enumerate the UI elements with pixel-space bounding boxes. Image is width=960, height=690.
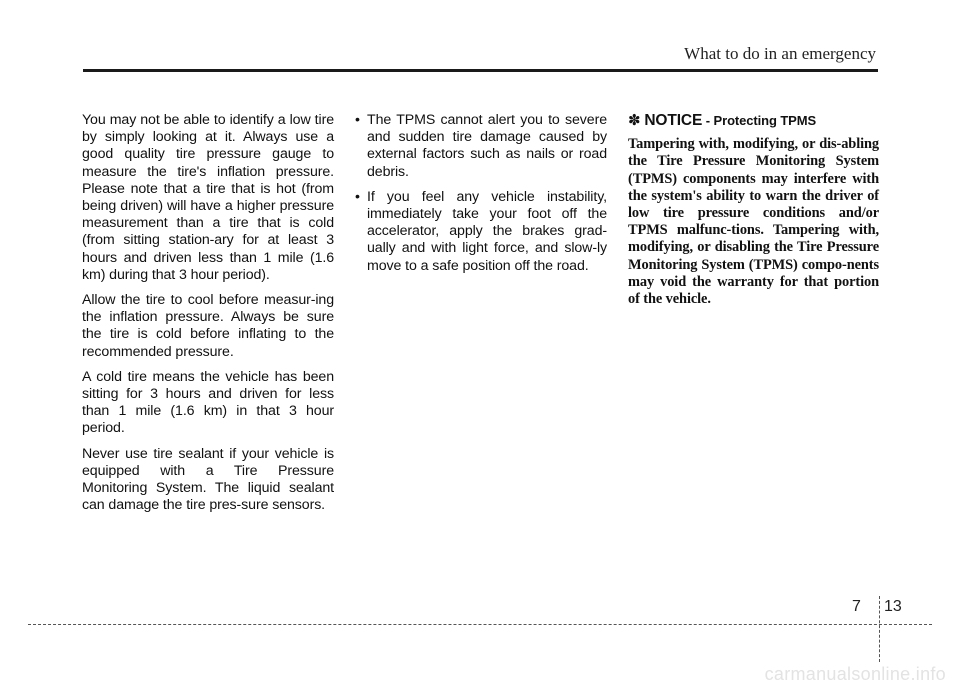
header-rule [83, 69, 878, 72]
notice-heading [628, 112, 879, 130]
body-paragraph: Never use tire sealant if your vehicle is equipped with a Tire Pressure Monitoring System. The liquid sealant can damage the tire pres-sure sensors. [82, 445, 334, 514]
middle-column [355, 112, 607, 283]
bullet-item [355, 112, 607, 181]
page-chapter-number: 7 [852, 598, 861, 615]
bullet-item [355, 189, 607, 275]
body-paragraph: Allow the tire to cool before measur-ing the inflation pressure. Always be sure the tire is cold before inflating to the recommended pressure. [82, 292, 334, 360]
bullet-text: The TPMS cannot alert you to severe and sudden tire damage caused by external factors such as nails or road debris. [367, 112, 607, 180]
notice-body: Tampering with, modifying, or dis-abling the Tire Pressure Monitoring System (TPMS) components may interfere with the system's ability to warn the driver of low tire pressure conditions and/or TPMS malfunc-tions. Tampering with, modifying, or disabling the Tire Pressure Monitoring System (TPMS) compo-nents may void the warranty for that portion of the vehicle. [628, 136, 879, 308]
body-paragraph: You may not be able to identify a low tire by simply looking at it. Always use a good quality tire pressure gauge to measure the tire's inflation pressure. Please note that a tire that is hot (from being driven) will have a higher pressure measurement than a tire that is cold (from sitting station-ary for at least 3 hours and driven less than 1 mile (1.6 km) during that 3 hour period). [82, 112, 334, 283]
running-header: What to do in an emergency [684, 44, 876, 63]
notice-label: NOTICE [644, 112, 703, 129]
notice-subtitle: - Protecting TPMS [702, 113, 817, 128]
page-number: 13 [884, 598, 902, 615]
footer-vertical-dashed-rule [879, 596, 880, 662]
footer-dashed-rule [28, 624, 932, 625]
bullet-dot-icon: • [355, 188, 360, 205]
body-paragraph: A cold tire means the vehicle has been sitting for 3 hours and driven for less than 1 mile (1.6 km) in that 3 hour period. [82, 368, 334, 437]
watermark: carmanualsonline.info [764, 664, 946, 684]
notice-asterisk-icon: ✽ [628, 112, 641, 129]
bullet-dot-icon: • [355, 112, 360, 128]
left-column [82, 112, 334, 522]
bullet-text: If you feel any vehicle instability, immediately take your foot off the accelerator, apply the brakes grad-ually and with light force, and slow-ly move to a safe position off the road. [367, 188, 607, 274]
notice-box [628, 112, 879, 308]
